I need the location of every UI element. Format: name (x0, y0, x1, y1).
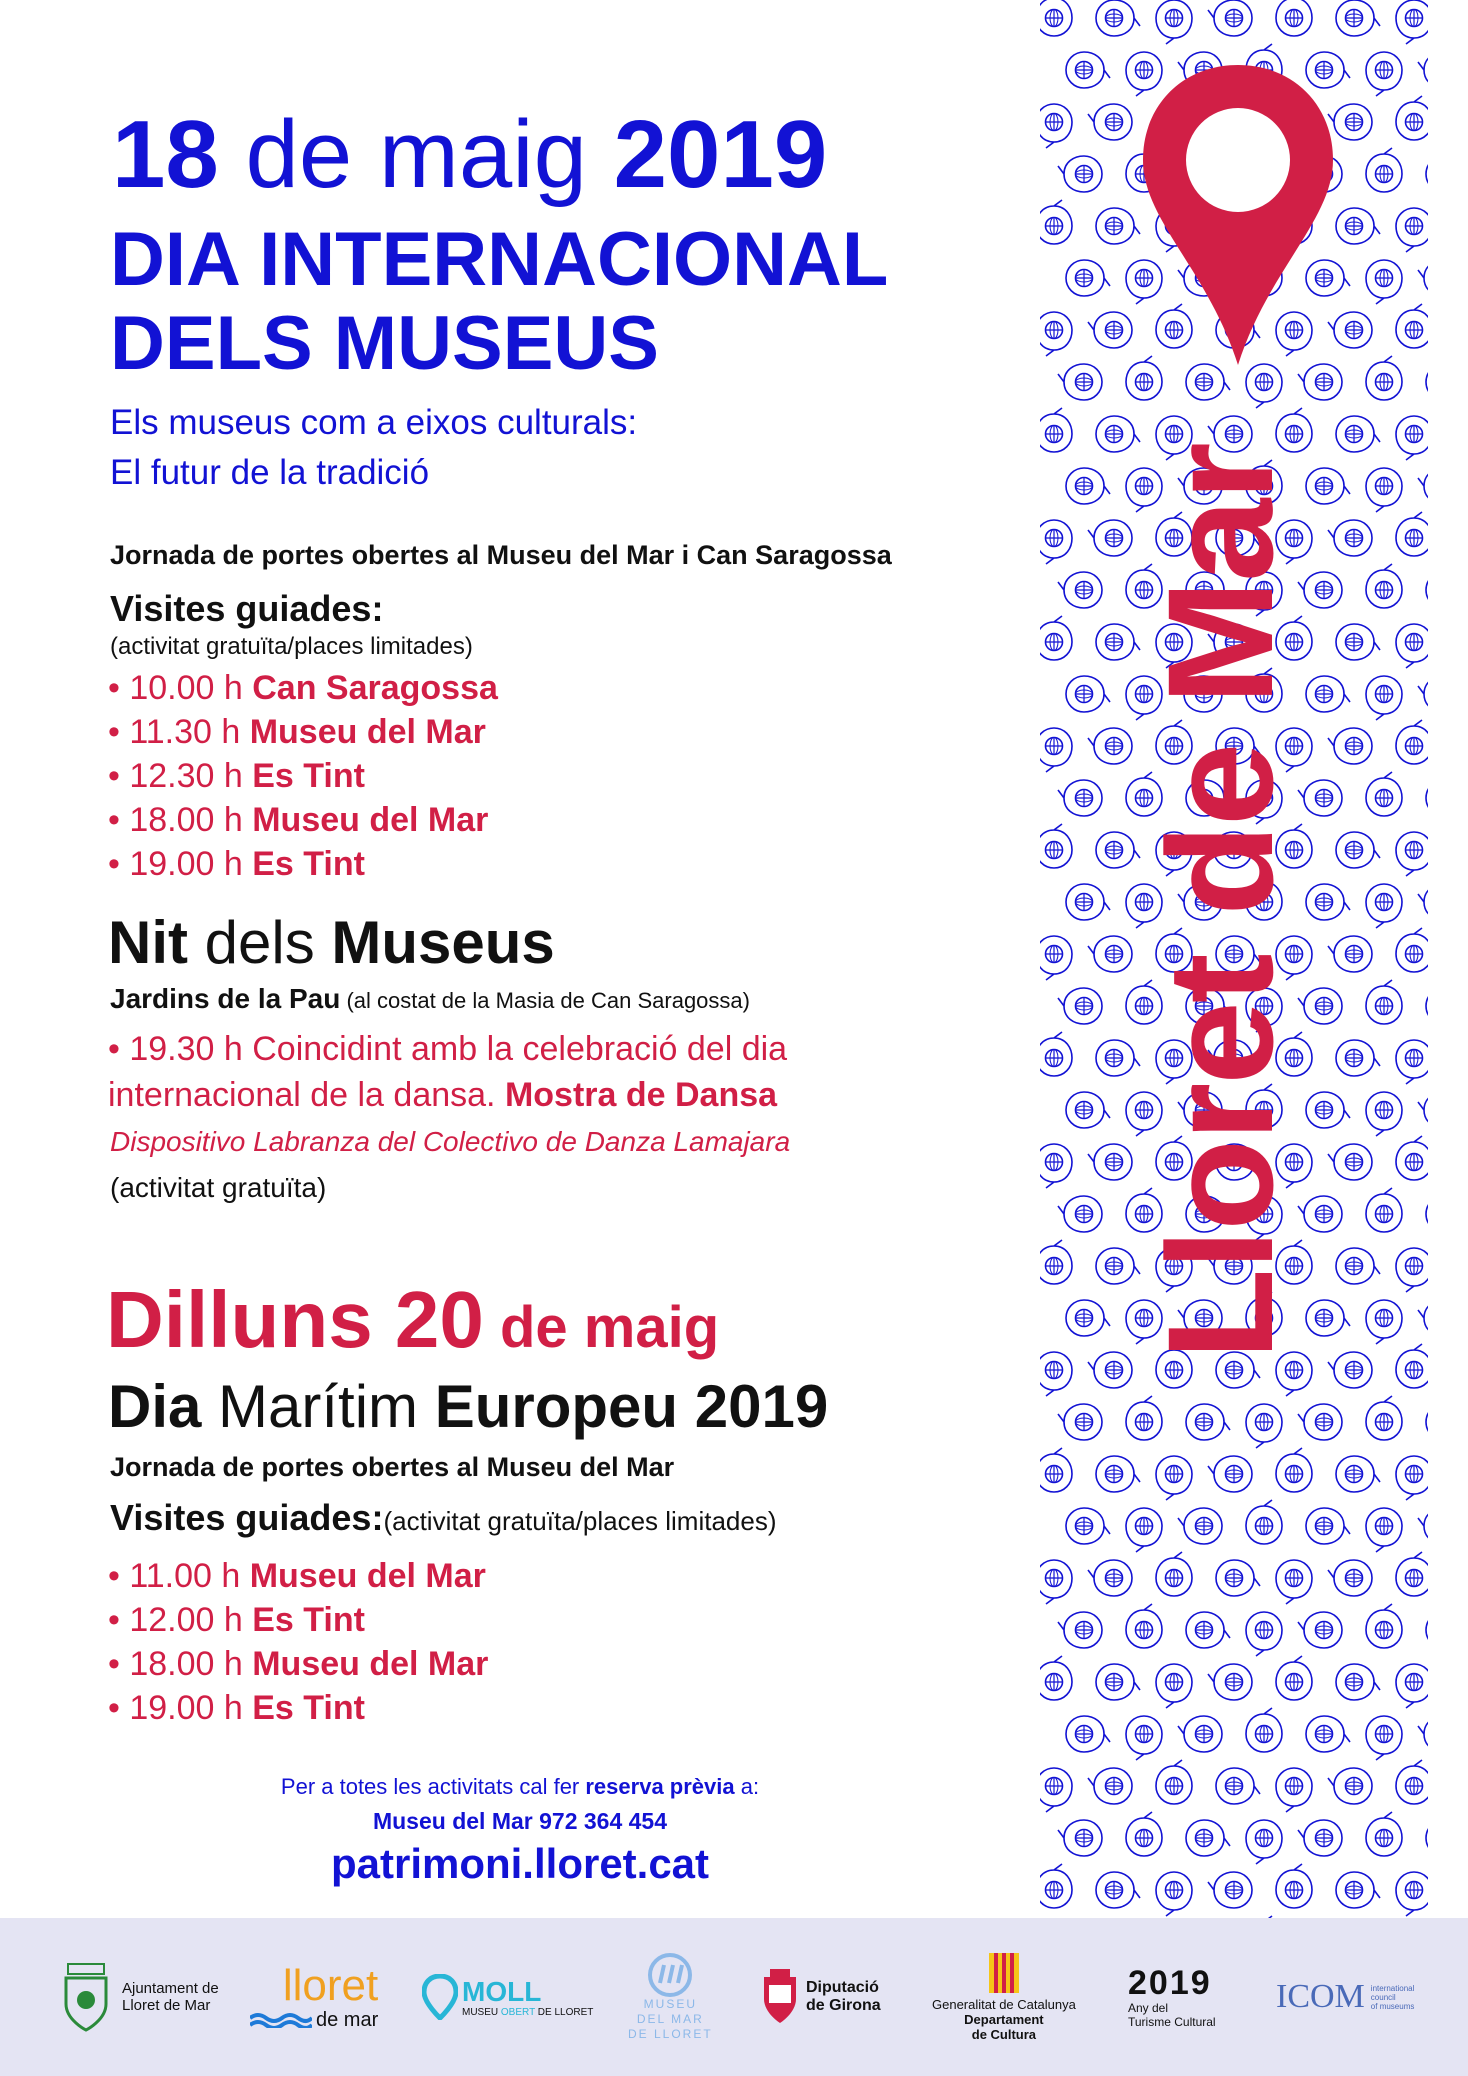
diputacio-logo: Diputació de Girona (760, 1918, 881, 2076)
moll-logo: MOLL MUSEU OBERT DE LLORET (422, 1918, 593, 2076)
website-link[interactable]: patrimoni.lloret.cat (330, 1840, 710, 1887)
location-icon (422, 1974, 458, 2020)
map-pin-icon (1138, 60, 1338, 370)
list-item: • 18.00 h Museu del Mar (108, 801, 489, 839)
page-title: DIA INTERNACIONAL DELS MUSEUS (110, 217, 889, 386)
booking-note: Per a totes les activitats cal fer reserva prèvia a: (280, 1774, 760, 1799)
diputacio-shield-icon (760, 1969, 800, 2025)
ajuntament-logo: Ajuntament de Lloret de Mar (62, 1918, 219, 2076)
booking-contact: Museu del Mar 972 364 454 (372, 1808, 668, 1834)
list-item: • 19.00 h Es Tint (108, 1689, 365, 1727)
museum-icon (647, 1953, 693, 1997)
senyera-icon (989, 1953, 1019, 1993)
event-date: 18 de maig 2019 (112, 101, 828, 208)
lloret-logo: lloret de mar (250, 1918, 378, 2076)
list-item: • 12.30 h Es Tint (108, 757, 365, 795)
night-performer: Dispositivo Labranza del Colectivo de Danza Lamajara (110, 1126, 791, 1157)
day2-visits-list (108, 1554, 488, 1730)
night-event: • 19.30 h Coincidint amb la celebració del dia internacional de la dansa. Mostra de Dansa (108, 1030, 788, 1114)
night-venue: Jardins de la Pau (al costat de la Masia de Can Saragossa) (110, 983, 750, 1014)
open-day-note: Jornada de portes obertes al Museu del Mar i Can Saragossa (110, 540, 892, 570)
wave-icon (250, 2012, 312, 2028)
subtitle: Els museus com a eixos culturals: El futur de la tradició (110, 403, 638, 492)
list-item: • 19.00 h Es Tint (108, 845, 365, 883)
visits-heading: Visites guiades: (110, 588, 384, 629)
list-item: • 10.00 h Can Saragossa (108, 669, 498, 707)
sponsor-footer (0, 1918, 1468, 2076)
night-free-note: (activitat gratuïta) (110, 1172, 327, 1203)
list-item: • 11.30 h Museu del Mar (108, 713, 486, 751)
museu-del-mar-logo: MUSEU DEL MAR DE LLORET (628, 1918, 713, 2076)
visits-note: (activitat gratuïta/places limitades) (110, 633, 473, 660)
visits-list (108, 666, 498, 886)
day2-visits-heading: Visites guiades:(activitat gratuïta/places limitades) (110, 1497, 777, 1538)
list-item: • 11.00 h Museu del Mar (108, 1557, 486, 1595)
list-item: • 18.00 h Museu del Mar (108, 1645, 489, 1683)
day2-date: Dilluns 20 de maig (106, 1275, 720, 1364)
generalitat-logo: Generalitat de Catalunya Departament de Cultura (932, 1918, 1076, 2076)
icom-logo: ICOM international council of museums (1276, 1978, 1415, 2015)
vertical-title: Lloret de Mar (1136, 444, 1304, 1360)
any-turisme-logo: 2019 Any del Turisme Cultural (1128, 1964, 1216, 2029)
day2-title: Dia Marítim Europeu 2019 (108, 1373, 829, 1440)
town-shield-icon (62, 1962, 110, 2032)
day2-open-day: Jornada de portes obertes al Museu del Mar (110, 1452, 675, 1482)
list-item: • 12.00 h Es Tint (108, 1601, 365, 1639)
night-heading: Nit dels Museus (108, 909, 555, 976)
